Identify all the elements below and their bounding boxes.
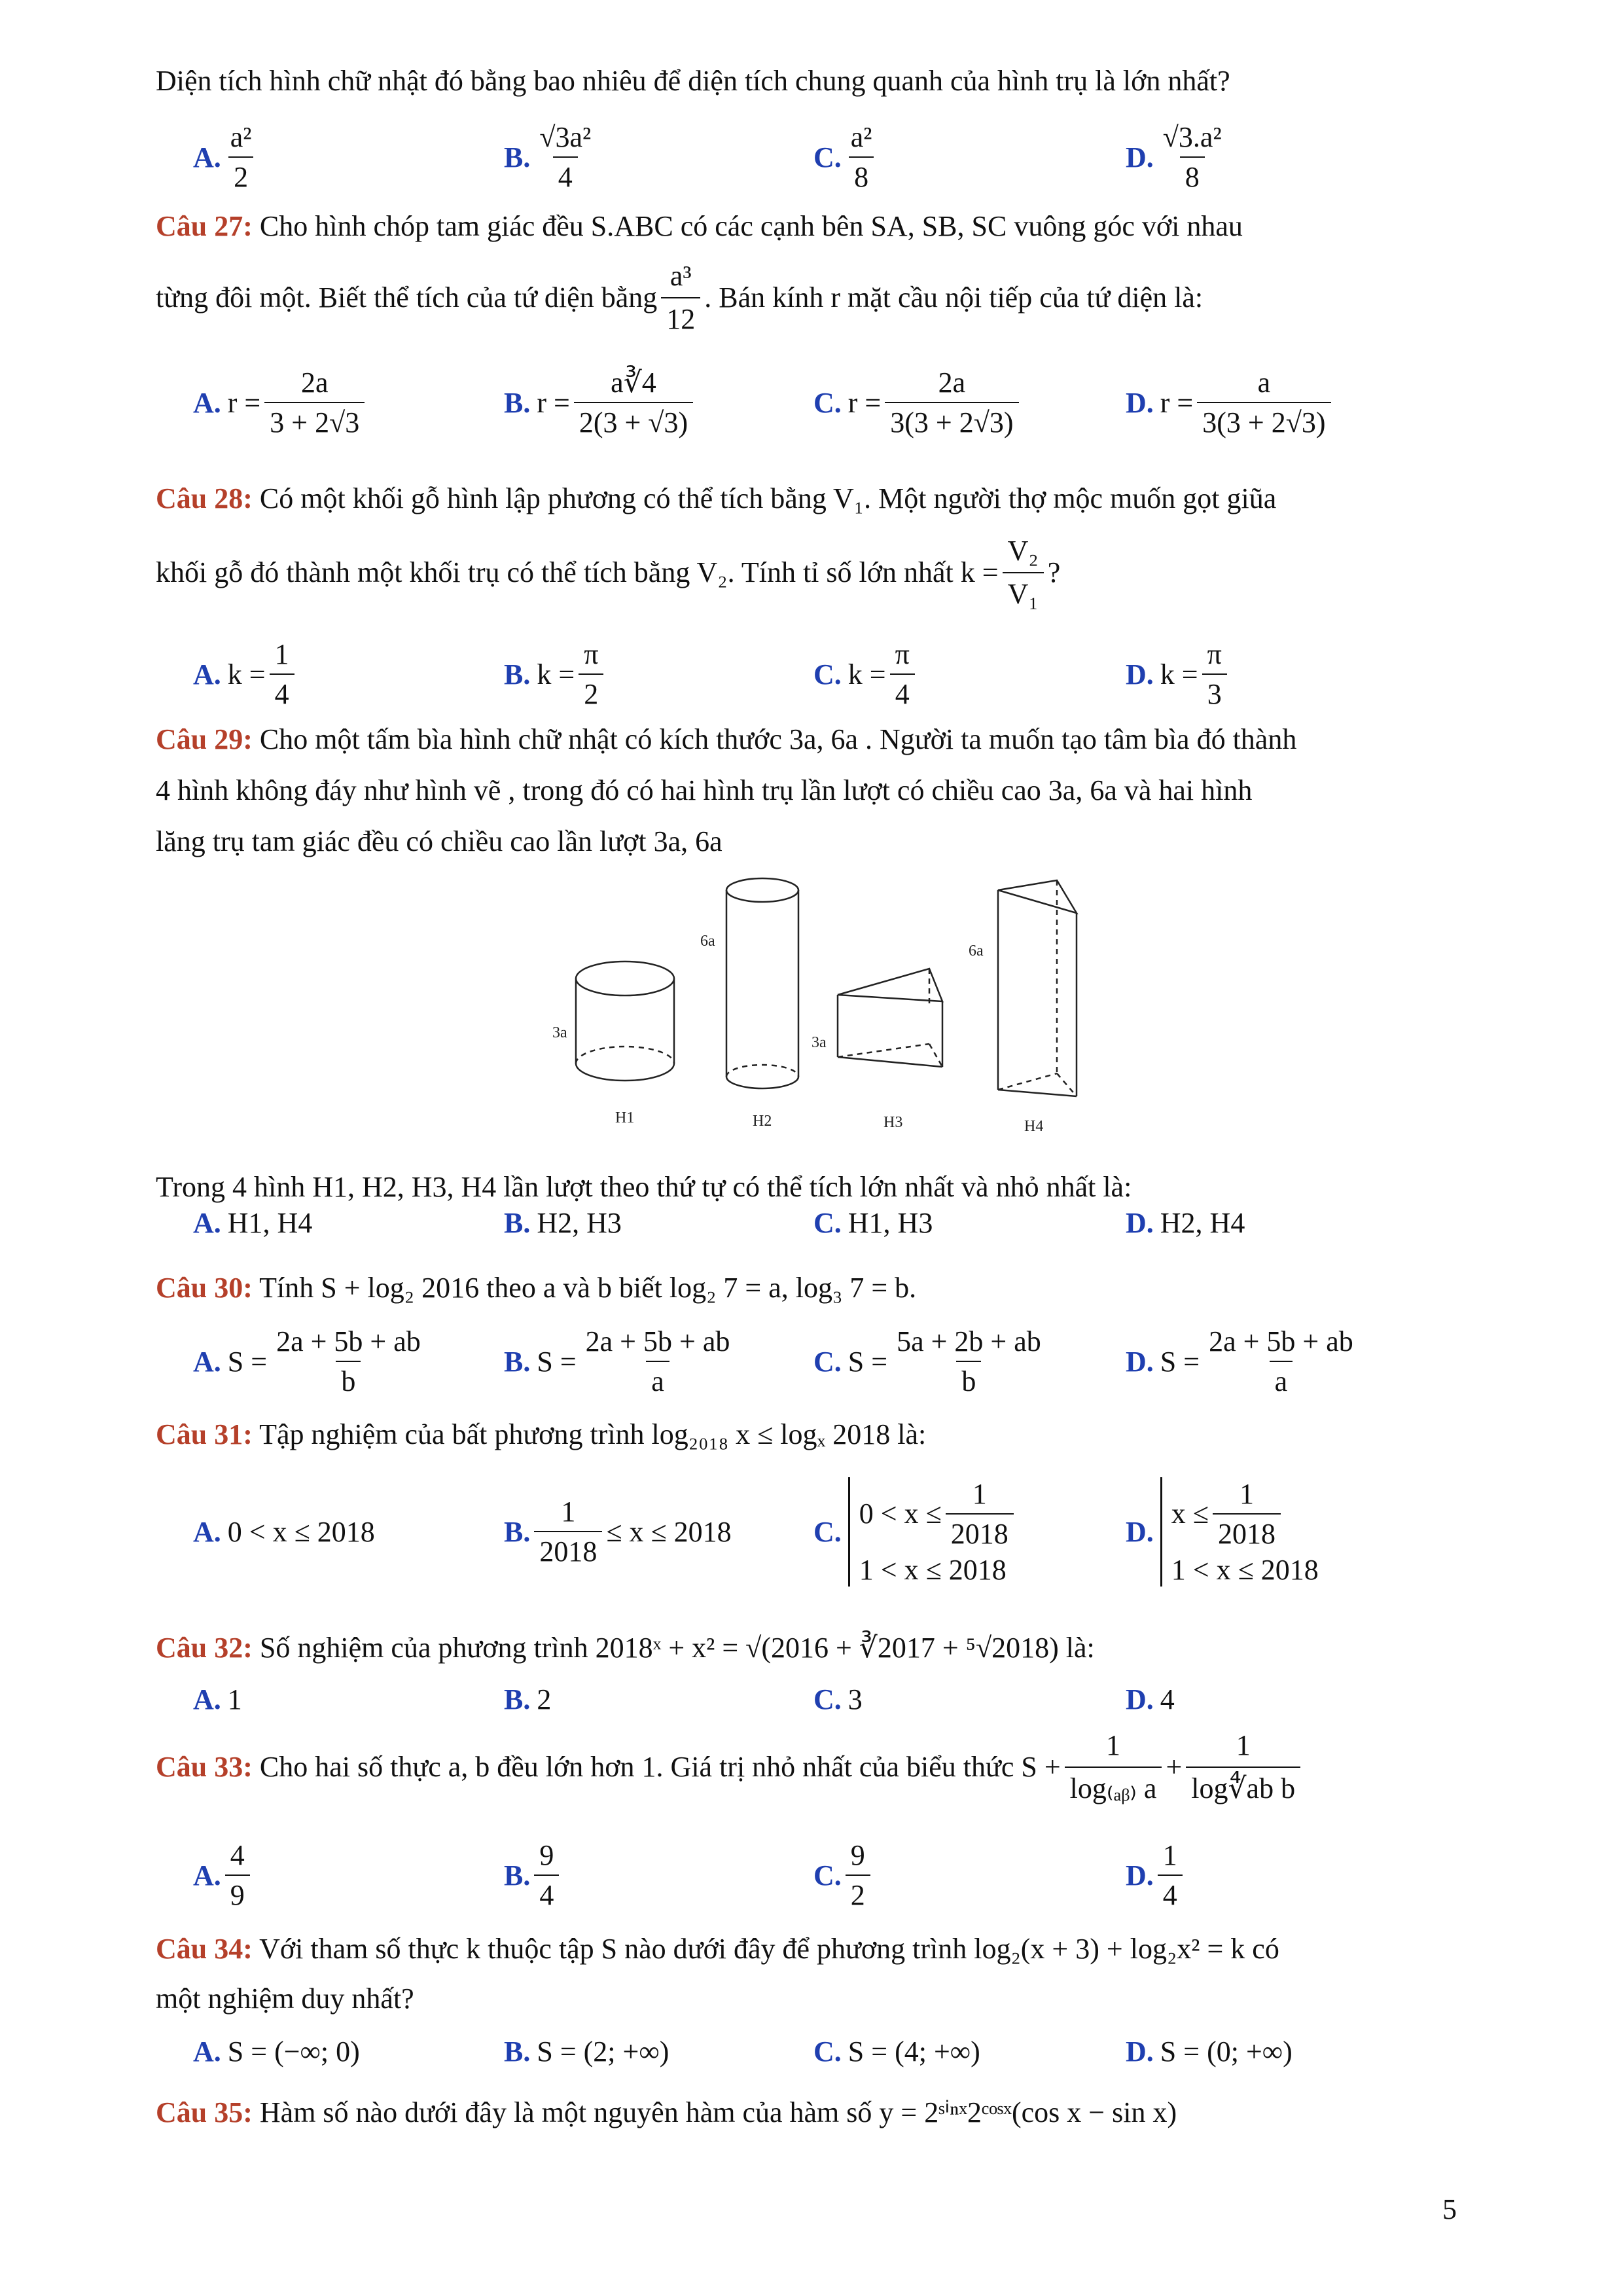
q32-option-b[interactable]: B. 2 xyxy=(504,1683,552,1715)
q29-question: Trong 4 hình H1, H2, H3, H4 lần lượt theo thứ tự có thể tích lớn nhất và nhỏ nhất là: xyxy=(156,1171,1132,1203)
q35-text: Câu 35: Hàm số nào dưới đây là một nguyên hàm của hàm số y = 2ˢⁱⁿˣ2ᶜᵒˢˣ(cos x − sin x) xyxy=(156,2096,1177,2128)
q29-figure xyxy=(552,870,1126,1145)
q34-line2: một nghiệm duy nhất? xyxy=(156,1982,414,2015)
q31-options xyxy=(0,1466,1623,1597)
q33-option-d[interactable]: D. $\frac{1}{4}$ xyxy=(1126,1829,1186,1921)
q32-option-c[interactable]: C. 3 xyxy=(813,1683,863,1715)
q33-option-b[interactable]: B. $\frac{9}{4}$ xyxy=(504,1829,563,1921)
q27-line2: từng đôi một. Biết thể tích của tứ diện bằng $\frac{\text{a³}}{12}$ . Bán kính r mặt cầu nội tiếp của tứ diện là: xyxy=(156,262,1478,334)
q34-option-d[interactable]: D. S = (0; +∞) xyxy=(1126,2035,1293,2068)
q29-line2: 4 hình không đáy như hình vẽ , trong đó có hai hình trụ lần lượt có chiều cao 3a, 6a và hai hình xyxy=(156,774,1253,806)
q31-option-a[interactable]: A. 0 < x ≤ 2018 xyxy=(193,1515,375,1548)
q28-option-c[interactable]: C. k = $\frac{\pi}{4}$ xyxy=(813,628,919,720)
q26-option-a[interactable]: A. $\frac{\text{a²}}{2}$ xyxy=(193,111,261,203)
intro-line: Diện tích hình chữ nhật đó bằng bao nhiêu để diện tích chung quanh của hình trụ là lớn nhất? xyxy=(156,65,1230,97)
q29-option-b[interactable]: B. H2, H3 xyxy=(504,1206,622,1239)
q29-option-d[interactable]: D. H2, H4 xyxy=(1126,1206,1245,1239)
q26-option-b[interactable]: B. $\frac{\text{√3a²}}{4}$ xyxy=(504,121,592,193)
q34-option-b[interactable]: B. S = (2; +∞) xyxy=(504,2035,669,2068)
q33-options xyxy=(0,1829,1623,1921)
q32-text: Câu 32: Số nghiệm của phương trình 2018ˣ + x² = √(2016 + ∛2017 + ⁵√2018) là: xyxy=(156,1632,1095,1664)
q32-options xyxy=(0,1673,1623,1725)
label-6a-h4: 6a xyxy=(969,942,984,960)
q33-text: Câu 33: Cho hai số thực a, b đều lớn hơn 1. Giá trị nhỏ nhất của biểu thức S + $\frac{1}{\text{log₍ₐᵦ₎ a}}$ + $\frac{1}{\text{log∜ab b}}$ xyxy=(156,1728,1478,1806)
label-h4: H4 xyxy=(1024,1118,1044,1135)
q29-options xyxy=(0,1196,1623,1249)
q28-line2: khối gỗ đó thành một khối trụ có thể tích bằng V₂. Tính tỉ số lớn nhất k = $\frac{\text{V₂}}{\text{V₁}}$ ? xyxy=(156,533,1478,612)
page-number: 5 xyxy=(1442,2193,1457,2225)
q31-option-c[interactable]: C. 0 < x ≤ $\frac{1}{2018}$ 1 < x ≤ 2018 xyxy=(813,1466,1018,1597)
q26-options xyxy=(0,111,1623,203)
label-6a-h2: 6a xyxy=(700,933,715,950)
q30-option-d[interactable]: D. S = $\frac{2a + 5b + ab}{a}$ xyxy=(1126,1325,1353,1397)
q34-option-c[interactable]: C. S = (4; +∞) xyxy=(813,2035,980,2068)
q33-option-a[interactable]: A. $\frac{4}{9}$ xyxy=(193,1829,254,1921)
q28-line1: Câu 28: Có một khối gỗ hình lập phương có thể tích bằng V₁. Một người thợ mộc muốn gọt giũa xyxy=(156,482,1277,514)
q29-option-c[interactable]: C. H1, H3 xyxy=(813,1206,933,1239)
q32-option-a[interactable]: A. 1 xyxy=(193,1683,242,1715)
q34-line1: Câu 34: Với tham số thực k thuộc tập S nào dưới đây để phương trình log₂(x + 3) + log₂x² = k có xyxy=(156,1933,1279,1965)
q29-option-a[interactable]: A. H1, H4 xyxy=(193,1206,313,1239)
q30-option-a[interactable]: A. S = $\frac{2a + 5b + ab}{b}$ xyxy=(193,1325,421,1397)
q30-option-c[interactable]: C. S = $\frac{5a + 2b + ab}{b}$ xyxy=(813,1325,1041,1397)
q30-options xyxy=(0,1316,1623,1407)
q30-option-b[interactable]: B. S = $\frac{2a + 5b + ab}{a}$ xyxy=(504,1325,730,1397)
q30-text: Câu 30: Tính S + log₂ 2016 theo a và b biết log₂ 7 = a, log₃ 7 = b. xyxy=(156,1272,917,1304)
q31-option-b[interactable]: B. $\frac{1}{2018}$ ≤ x ≤ 2018 xyxy=(504,1496,732,1568)
q27-option-c[interactable]: C. r = $\frac{2a}{3(3 + 2√3)}$ xyxy=(813,357,1023,448)
q26-option-d[interactable]: D. $\frac{\text{√3.a²}}{8}$ xyxy=(1126,121,1222,193)
q28-option-d[interactable]: D. k = $\frac{\pi}{3}$ xyxy=(1126,628,1231,720)
q34-option-a[interactable]: A. S = (−∞; 0) xyxy=(193,2035,360,2068)
q28-option-a[interactable]: A. k = $\frac{1}{4}$ xyxy=(193,628,298,720)
q27-option-d[interactable]: D. r = $\frac{a}{3(3 + 2√3)}$ xyxy=(1126,357,1335,448)
q27-option-a[interactable]: A. r = $\frac{2a}{3 + 2√3}$ xyxy=(193,357,368,448)
q28-options xyxy=(0,628,1623,720)
q33-option-c[interactable]: C. $\frac{9}{2}$ xyxy=(813,1829,874,1921)
q27-option-b[interactable]: B. r = $\frac{a∛4}{2(3 + √3)}$ xyxy=(504,357,697,448)
q31-option-d[interactable]: D. x ≤ $\frac{1}{2018}$ 1 < x ≤ 2018 xyxy=(1126,1477,1319,1586)
label-h1: H1 xyxy=(615,1109,635,1126)
q32-option-d[interactable]: D. 4 xyxy=(1126,1683,1175,1715)
q27-options xyxy=(0,357,1623,448)
q34-options xyxy=(0,2025,1623,2077)
q29-line1: Câu 29: Cho một tấm bìa hình chữ nhật có kích thước 3a, 6a . Người ta muốn tạo tâm bìa đó thành xyxy=(156,723,1297,755)
q27-line1: Câu 27: Cho hình chóp tam giác đều S.ABC có các cạnh bên SA, SB, SC vuông góc với nhau xyxy=(156,210,1243,242)
label-3a-h1: 3a xyxy=(552,1024,567,1041)
label-3a-h3: 3a xyxy=(812,1034,827,1051)
q31-text: Câu 31: Tập nghiệm của bất phương trình log₂₀₁₈ x ≤ logₓ 2018 là: xyxy=(156,1418,927,1450)
q29-line3: lăng trụ tam giác đều có chiều cao lần lượt 3a, 6a xyxy=(156,825,722,857)
label-h2: H2 xyxy=(753,1113,772,1130)
q26-option-c[interactable]: C. $\frac{\text{a²}}{8}$ xyxy=(813,111,882,203)
label-h3: H3 xyxy=(883,1114,903,1131)
q28-option-b[interactable]: B. k = $\frac{\pi}{2}$ xyxy=(504,628,607,720)
